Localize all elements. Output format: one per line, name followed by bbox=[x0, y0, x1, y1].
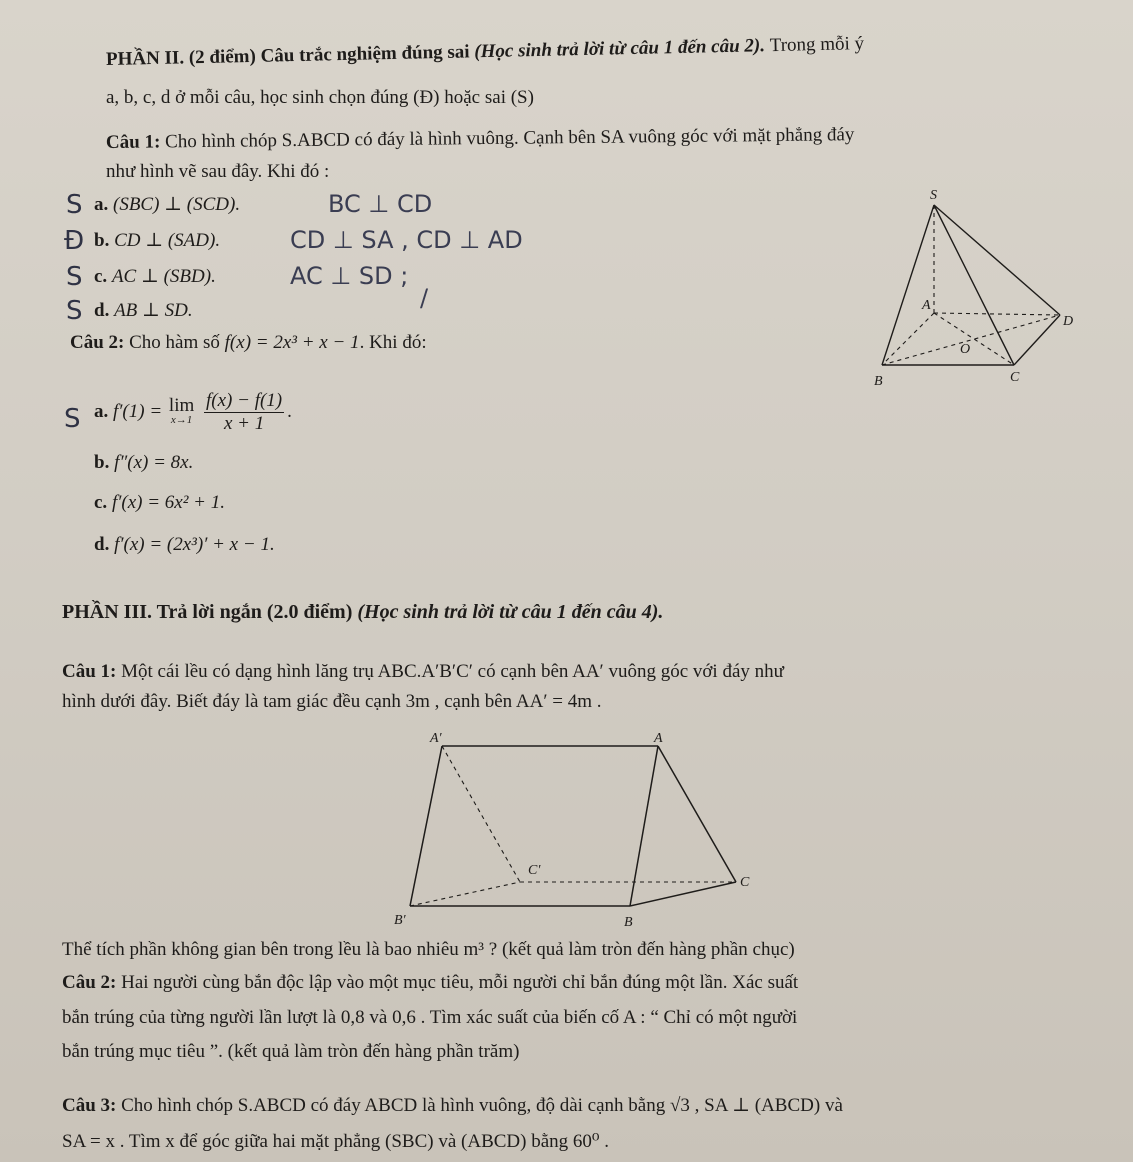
option-expr: AB ⊥ SD. bbox=[114, 300, 193, 321]
p2-q2-option-a bbox=[94, 390, 292, 435]
p2-q1-a-mark: S bbox=[66, 190, 83, 220]
p3-q1-text1: Một cái lều có dạng hình lăng trụ ABC.A′B′C′ có cạnh bên AA′ vuông góc với đáy như bbox=[121, 661, 784, 682]
p2-q1-b-note: CD ⊥ SA , CD ⊥ AD bbox=[290, 226, 523, 254]
fig-label-a-prime: A′ bbox=[430, 731, 442, 746]
option-end: . bbox=[287, 400, 292, 422]
fig-label-b: B bbox=[874, 374, 883, 389]
p3-q1-line1 bbox=[62, 660, 784, 684]
part3-heading-italic: (Học sinh trả lời từ câu 1 đến câu 4). bbox=[357, 601, 664, 623]
option-expr: CD ⊥ (SAD). bbox=[114, 230, 221, 251]
p2-q2-text: Cho hàm số bbox=[129, 332, 220, 353]
p3-q2-text1: Hai người cùng bắn độc lập vào một mục tiêu, mỗi người chỉ bắn đúng một lần. Xác suất bbox=[121, 972, 799, 993]
p3-q3-text2: SA = x . Tìm x để góc giữa hai mặt phẳng (SBC) và (ABCD) bằng 60⁰ . bbox=[62, 1131, 610, 1152]
p2-q1-b-mark: Đ bbox=[64, 226, 85, 256]
fig-label-c: C bbox=[740, 875, 750, 890]
option-expr: f″(x) = 8x. bbox=[114, 452, 194, 473]
p2-q2-tail: . Khi đó: bbox=[359, 332, 427, 353]
p2-q2-option-d bbox=[94, 533, 275, 557]
p2-q1-option-c bbox=[94, 265, 216, 289]
fig-label-b: B bbox=[624, 915, 633, 930]
p2-q1-text2: như hình vẽ sau đây. Khi đó : bbox=[106, 161, 330, 182]
p3-q2-line1 bbox=[62, 971, 798, 995]
fig-label-c: C bbox=[1010, 370, 1020, 385]
p2-q1-line1 bbox=[106, 123, 855, 155]
p3-q2-label: Câu 2: bbox=[62, 972, 117, 993]
p3-q2-text2: bắn trúng của từng người lần lượt là 0,8 và 0,6 . Tìm xác suất của biến cố A : “ Chỉ có một người bbox=[62, 1007, 798, 1028]
p2-q1-d-mark: S bbox=[66, 296, 83, 326]
p2-q2-label: Câu 2: bbox=[70, 332, 125, 353]
fig-label-c-prime: C′ bbox=[528, 863, 541, 878]
p2-q2-option-b bbox=[94, 451, 193, 475]
p3-q1-text3: Thể tích phần không gian bên trong lều là bao nhiêu m³ ? (kết quả làm tròn đến hàng phần chục) bbox=[62, 939, 795, 960]
part2-heading-tail: Trong mỗi ý bbox=[769, 33, 865, 57]
lim-sub: x→1 bbox=[170, 413, 193, 426]
option-letter: a. bbox=[94, 194, 109, 215]
fig-label-s: S bbox=[930, 188, 937, 203]
p2-q1-c-note: AC ⊥ SD ; bbox=[290, 262, 409, 290]
p2-q1-text1: Cho hình chóp S.ABCD có đáy là hình vuông. Cạnh bên SA vuông góc với mặt phẳng đáy bbox=[165, 124, 855, 153]
p3-q3-text1: Cho hình chóp S.ABCD có đáy ABCD là hình vuông, độ dài cạnh bằng √3 , SA ⊥ (ABCD) và bbox=[121, 1095, 843, 1116]
fig-label-b-prime: B′ bbox=[394, 913, 406, 928]
p2-q1-a-note: BC ⊥ CD bbox=[328, 190, 433, 218]
option-expr: f′(x) = 6x² + 1. bbox=[111, 492, 225, 513]
option-letter: c. bbox=[94, 266, 108, 287]
p2-q1-d-note: / bbox=[420, 284, 429, 312]
p2-q1-option-d bbox=[94, 299, 193, 323]
tent-prism-figure bbox=[380, 728, 780, 934]
part3-heading-bold: PHẦN III. Trả lời ngắn (2.0 điểm) bbox=[62, 601, 353, 623]
part2-heading-italic: (Học sinh trả lời từ câu 1 đến câu 2). bbox=[474, 35, 766, 63]
option-letter: d. bbox=[94, 534, 110, 555]
p2-q1-label: Câu 1: bbox=[105, 131, 161, 153]
p3-q3-line1 bbox=[62, 1094, 843, 1118]
fig-label-d: D bbox=[1063, 314, 1074, 329]
option-letter: c. bbox=[94, 492, 108, 513]
option-expr: f′(x) = (2x³)′ + x − 1. bbox=[114, 534, 275, 555]
p2-q2-line bbox=[70, 331, 427, 355]
fraction-numerator: f(x) − f(1) bbox=[206, 390, 283, 411]
pyramid-figure bbox=[860, 185, 1074, 395]
option-expr: AC ⊥ (SBD). bbox=[111, 266, 216, 287]
option-lhs: f′(1) = bbox=[113, 400, 163, 422]
fraction-denominator: x + 1 bbox=[223, 413, 265, 434]
option-letter: d. bbox=[94, 300, 110, 321]
p2-q1-option-b bbox=[94, 229, 220, 253]
part2-heading bbox=[106, 32, 865, 72]
p2-q2-option-c bbox=[94, 491, 225, 515]
part3-heading bbox=[62, 600, 663, 624]
lim-word: lim bbox=[168, 394, 195, 416]
option-letter: b. bbox=[94, 452, 110, 473]
p2-q1-c-mark: S bbox=[66, 262, 83, 292]
p2-q2-a-mark: S bbox=[64, 404, 81, 434]
p2-q1-option-a bbox=[94, 193, 240, 217]
p3-q2-text3: bắn trúng mục tiêu ”. (kết quả làm tròn đến hàng phần trăm) bbox=[62, 1041, 520, 1062]
limit-operator bbox=[168, 394, 195, 427]
p3-q1-label: Câu 1: bbox=[62, 661, 117, 682]
option-letter: b. bbox=[94, 230, 110, 251]
part2-heading-bold: PHẦN II. (2 điểm) Câu trắc nghiệm đúng sai bbox=[105, 41, 470, 70]
fraction bbox=[204, 390, 284, 435]
fig-label-a: A bbox=[922, 298, 931, 313]
p3-q3-label: Câu 3: bbox=[62, 1095, 117, 1116]
option-letter: a. bbox=[94, 400, 109, 422]
part2-instruction: a, b, c, d ở mỗi câu, học sinh chọn đúng (Đ) hoặc sai (S) bbox=[106, 87, 534, 108]
fig-label-o: O bbox=[960, 342, 971, 357]
fig-label-a: A bbox=[654, 731, 663, 746]
p3-q1-text2: hình dưới đây. Biết đáy là tam giác đều cạnh 3m , cạnh bên AA′ = 4m . bbox=[62, 691, 602, 712]
option-expr: (SBC) ⊥ (SCD). bbox=[113, 194, 241, 215]
p2-q2-func: f(x) = 2x³ + x − 1 bbox=[224, 332, 360, 353]
